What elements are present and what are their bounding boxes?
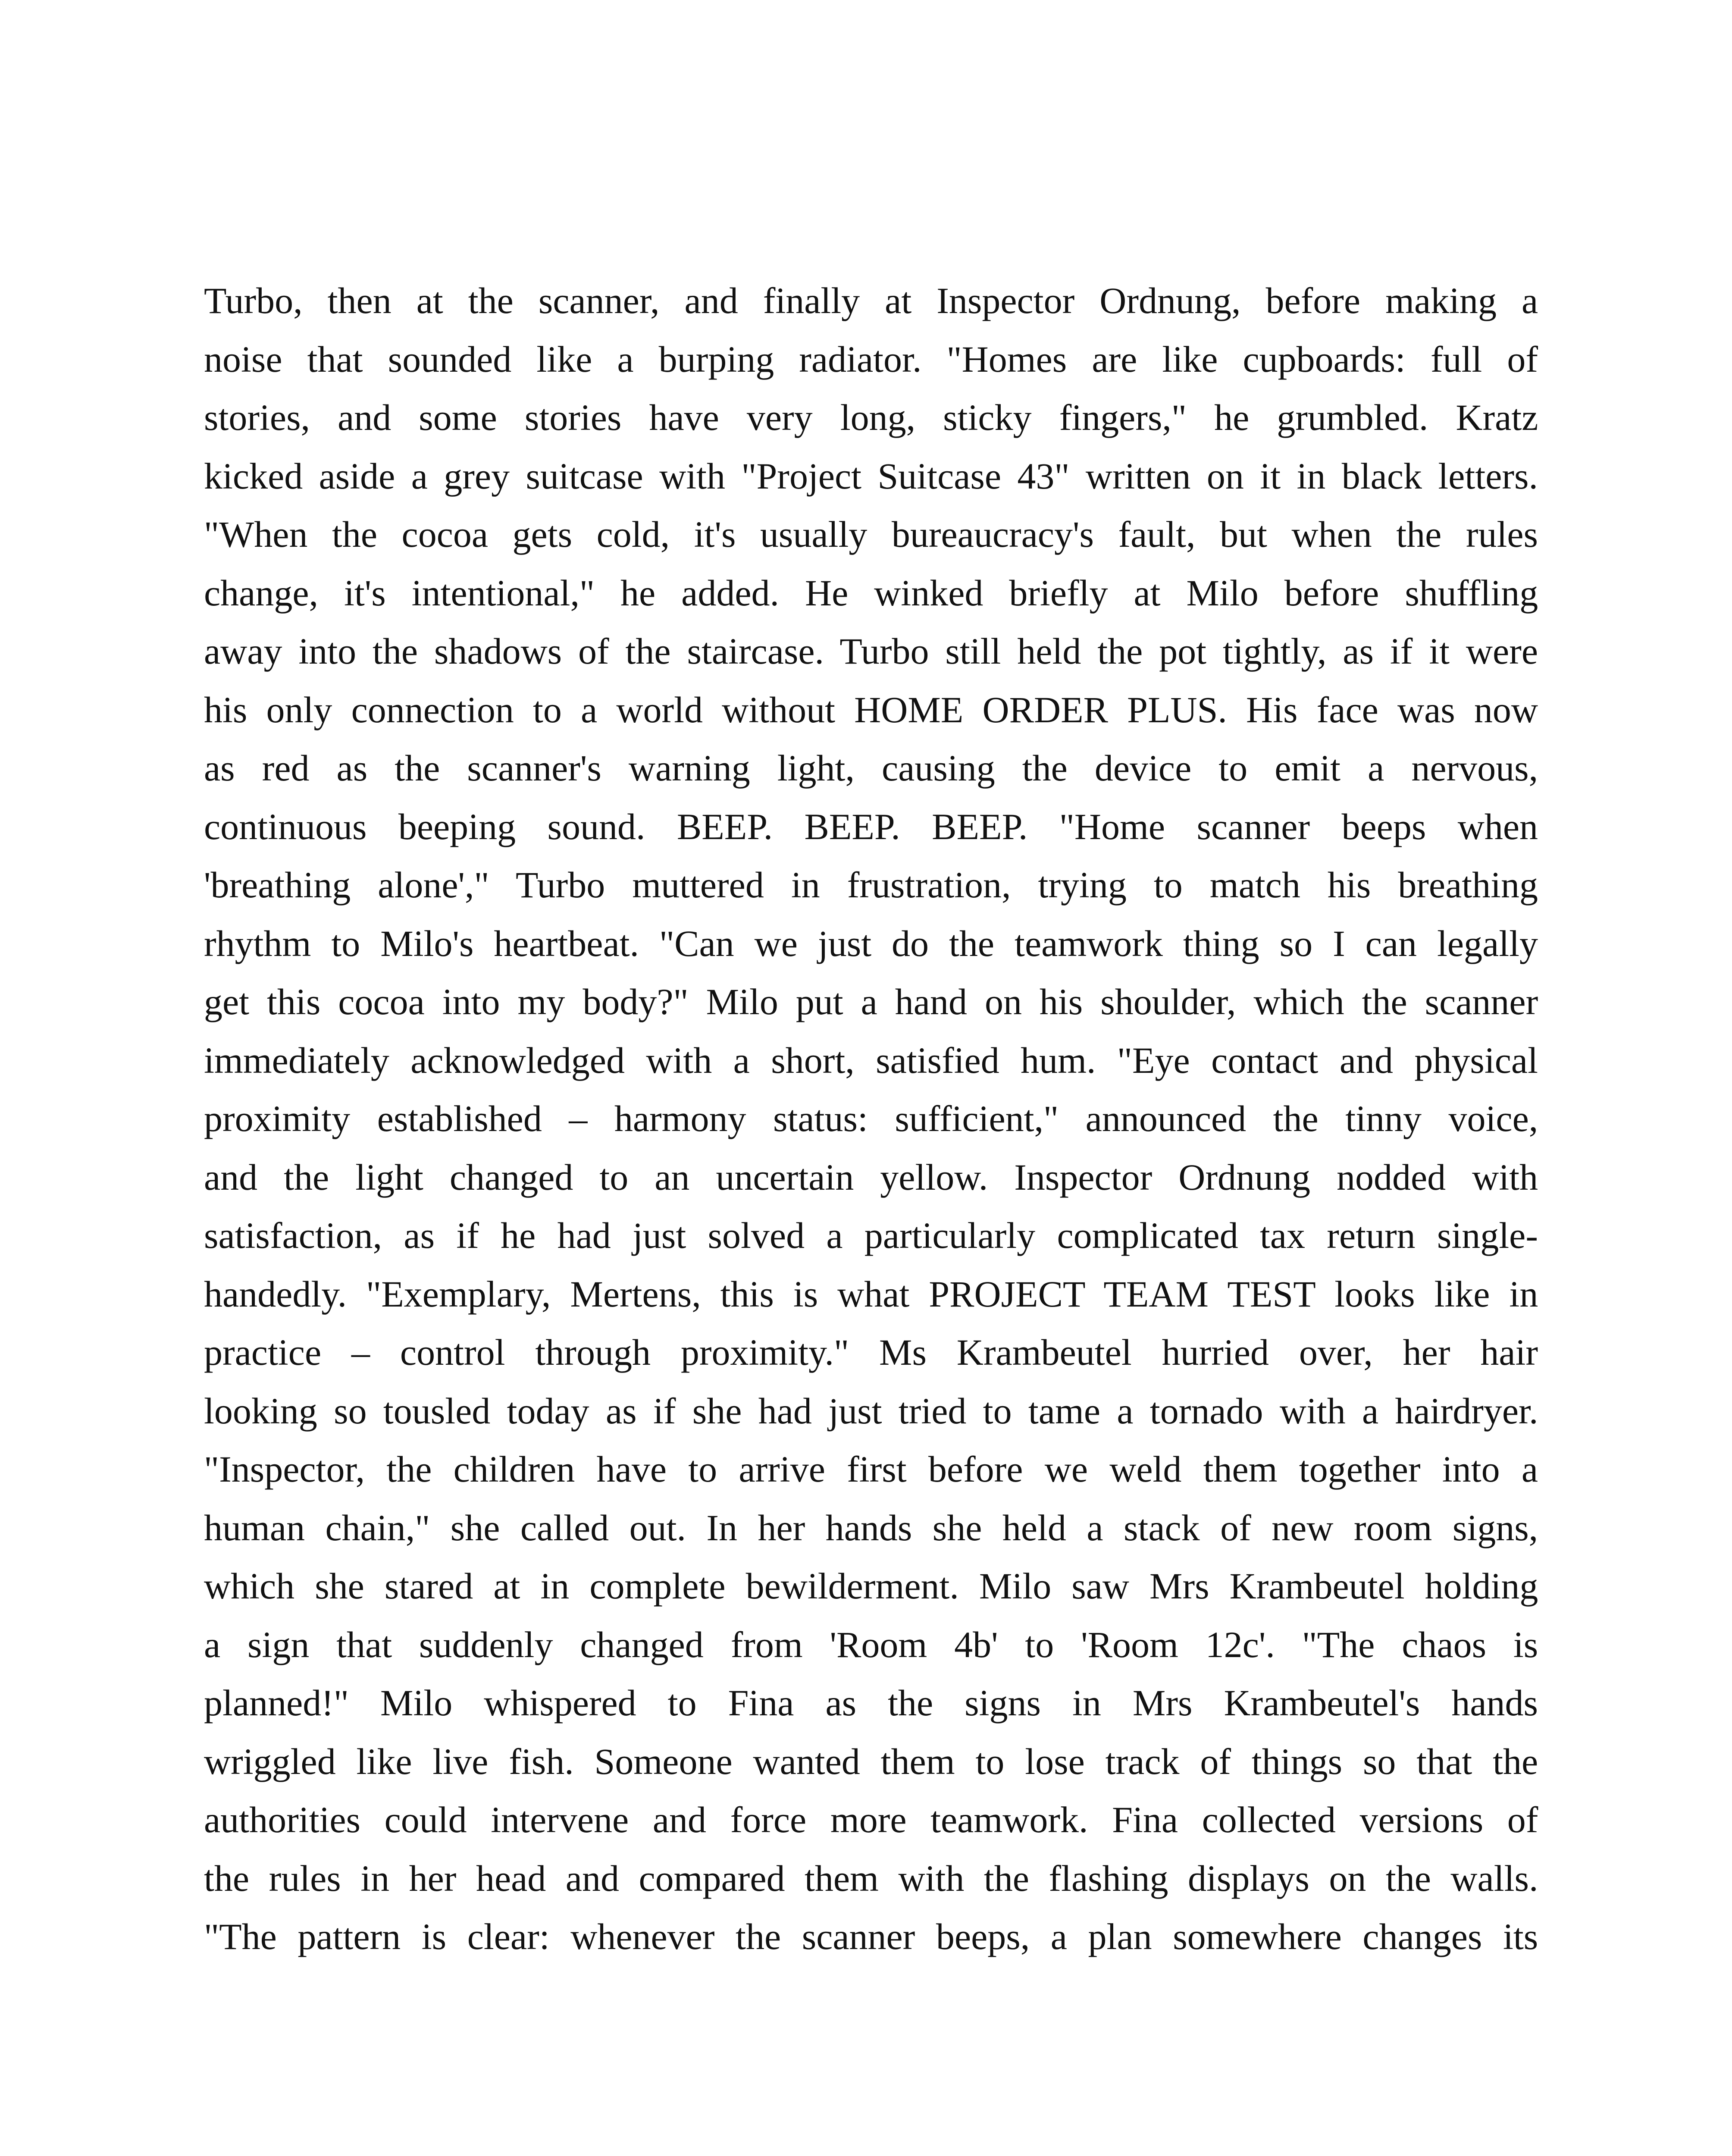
- text-line: change, it's intentional," he added. He winked briefly at Milo before shuffling: [204, 572, 1538, 614]
- text-line: and the light changed to an uncertain yellow. Inspector Ordnung nodded with: [204, 1156, 1538, 1198]
- text-line: immediately acknowledged with a short, satisfied hum. "Eye contact and physical: [204, 1039, 1538, 1081]
- text-line: handedly. "Exemplary, Mertens, this is what PROJECT TEAM TEST looks like in: [204, 1273, 1538, 1315]
- text-line: practice – control through proximity." Ms Krambeutel hurried over, her hair: [204, 1332, 1538, 1373]
- text-line: continuous beeping sound. BEEP. BEEP. BEEP. "Home scanner beeps when: [204, 805, 1538, 847]
- text-line: proximity established – harmony status: sufficient," announced the tinny voice,: [204, 1098, 1538, 1139]
- text-line: satisfaction, as if he had just solved a particularly complicated tax return single-: [204, 1215, 1538, 1256]
- text-line: 'breathing alone'," Turbo muttered in frustration, trying to match his breathing: [204, 864, 1538, 906]
- text-line: which she stared at in complete bewilderment. Milo saw Mrs Krambeutel holding: [204, 1565, 1538, 1607]
- text-line: the rules in her head and compared them with the flashing displays on the walls.: [204, 1857, 1538, 1899]
- text-line: authorities could intervene and force more teamwork. Fina collected versions of: [204, 1799, 1538, 1840]
- text-line: kicked aside a grey suitcase with "Project Suitcase 43" written on it in black letters.: [204, 455, 1538, 497]
- body-text: [204, 272, 1538, 1966]
- text-line: planned!" Milo whispered to Fina as the signs in Mrs Krambeutel's hands: [204, 1682, 1538, 1724]
- text-line: rhythm to Milo's heartbeat. "Can we just do the teamwork thing so I can legally: [204, 922, 1538, 964]
- text-line: "Inspector, the children have to arrive first before we weld them together into a: [204, 1448, 1538, 1490]
- text-line: get this cocoa into my body?" Milo put a hand on his shoulder, which the scanner: [204, 981, 1538, 1022]
- text-line: human chain," she called out. In her hands she held a stack of new room signs,: [204, 1507, 1538, 1548]
- text-line: away into the shadows of the staircase. Turbo still held the pot tightly, as if it were: [204, 630, 1538, 672]
- text-line: "When the cocoa gets cold, it's usually bureaucracy's fault, but when the rules: [204, 514, 1538, 555]
- text-line: "The pattern is clear: whenever the scanner beeps, a plan somewhere changes its: [204, 1916, 1538, 1957]
- text-line: his only connection to a world without HOME ORDER PLUS. His face was now: [204, 689, 1538, 730]
- text-line: noise that sounded like a burping radiator. "Homes are like cupboards: full of: [204, 338, 1538, 380]
- text-line: looking so tousled today as if she had just tried to tame a tornado with a hairdryer.: [204, 1390, 1538, 1432]
- text-line: Turbo, then at the scanner, and finally at Inspector Ordnung, before making a: [204, 280, 1538, 321]
- text-line: a sign that suddenly changed from 'Room 4b' to 'Room 12c'. "The chaos is: [204, 1623, 1538, 1665]
- text-line: stories, and some stories have very long, sticky fingers," he grumbled. Kratz: [204, 397, 1538, 438]
- text-line: as red as the scanner's warning light, causing the device to emit a nervous,: [204, 747, 1538, 789]
- text-line: wriggled like live fish. Someone wanted them to lose track of things so that the: [204, 1740, 1538, 1782]
